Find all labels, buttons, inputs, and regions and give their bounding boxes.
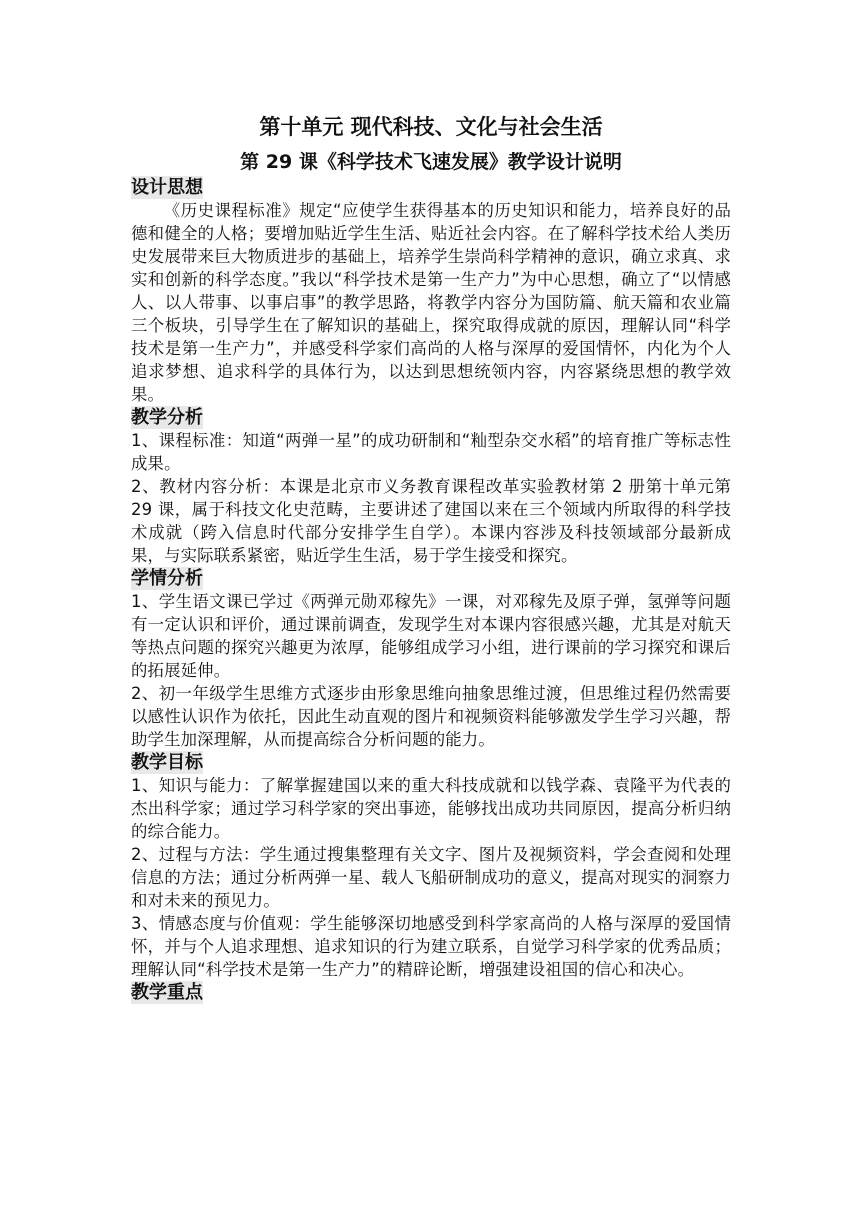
paragraph: 3、情感态度与价值观：学生能够深切地感受到科学家高尚的人格与深厚的爱国情怀，并与个人追求理想、追求知识的行为建立联系，自觉学习科学家的优秀品质；理解认同“科学技术是第一生产力”的精辟论断，增强建设祖国的信心和决心。 (131, 914, 731, 979)
section-teaching-objectives (131, 751, 731, 981)
section-heading: 教学重点 (131, 982, 203, 1003)
paragraph: 2、初一年级学生思维方式逐步由形象思维向抽象思维过渡，但思维过程仍然需要以感性认识作为依托，因此生动直观的图片和视频资料能够激发学生学习兴趣，帮助学生加深理解，从而提高综合分析问题的能力。 (131, 684, 731, 749)
section-heading: 教学目标 (131, 752, 203, 773)
section-heading: 教学分析 (131, 407, 203, 428)
paragraph: 2、过程与方法：学生通过搜集整理有关文字、图片及视频资料，学会查阅和处理信息的方法；通过分析两弹一星、载人飞船研制成功的意义，提高对现实的洞察力和对未来的预见力。 (131, 845, 731, 910)
section-learner-analysis (131, 567, 731, 751)
unit-title: 第十单元 现代科技、文化与社会生活 (259, 115, 603, 139)
paragraph: 1、学生语文课已学过《两弹元勋邓稼先》一课，对邓稼先及原子弹，氢弹等问题有一定认识和评价，通过课前调查，发现学生对本课内容很感兴趣，尤其是对航天等热点问题的探究兴趣更为浓厚，能够组成学习小组，进行课前的学习探究和课后的拓展延伸。 (131, 592, 731, 680)
document-body (131, 112, 731, 1004)
section-heading: 学情分析 (131, 568, 203, 589)
section-teaching-focus (131, 981, 731, 1004)
paragraph: 2、教材内容分析：本课是北京市义务教育课程改革实验教材第 2 册第十单元第 29 课，属于科技文化史范畴，主要讲述了建国以来在三个领域内所取得的科学技术成就（跨入信息时代部分安排学生自学）。本课内容涉及科技领域部分最新成果，与实际联系紧密，贴近学生生活，易于学生接受和探究。 (131, 477, 731, 565)
section-teaching-analysis (131, 406, 731, 567)
paragraph: 《历史课程标准》规定“应使学生获得基本的历史知识和能力，培养良好的品德和健全的人格；要增加贴近学生生活、贴近社会内容。在了解科学技术给人类历史发展带来巨大物质进步的基础上，培养学生崇尚科学精神的意识，确立求真、求实和创新的科学态度。”我以“科学技术是第一生产力”为中心思想，确立了“以情感人、以人带事、以事启事”的教学思路，将教学内容分为国防篇、航天篇和农业篇三个板块，引导学生在了解知识的基础上，探究取得成就的原因，理解认同“科学技术是第一生产力”，并感受科学家们高尚的人格与深厚的爱国情怀，内化为个人追求梦想、追求科学的具体行为，以达到思想统领内容，内容紧绕思想的教学效果。 (131, 201, 731, 404)
section-design-thinking (131, 176, 731, 406)
section-heading: 设计思想 (131, 177, 203, 198)
lesson-title: 第 29 课《科学技术飞速发展》教学设计说明 (240, 151, 622, 173)
paragraph: 1、知识与能力：了解掌握建国以来的重大科技成就和以钱学森、袁隆平为代表的杰出科学家；通过学习科学家的突出事迹，能够找出成功共同原因，提高分析归纳的综合能力。 (131, 776, 731, 841)
paragraph: 1、课程标准：知道“两弹一星”的成功研制和“籼型杂交水稻”的培育推广等标志性成果。 (131, 431, 731, 473)
